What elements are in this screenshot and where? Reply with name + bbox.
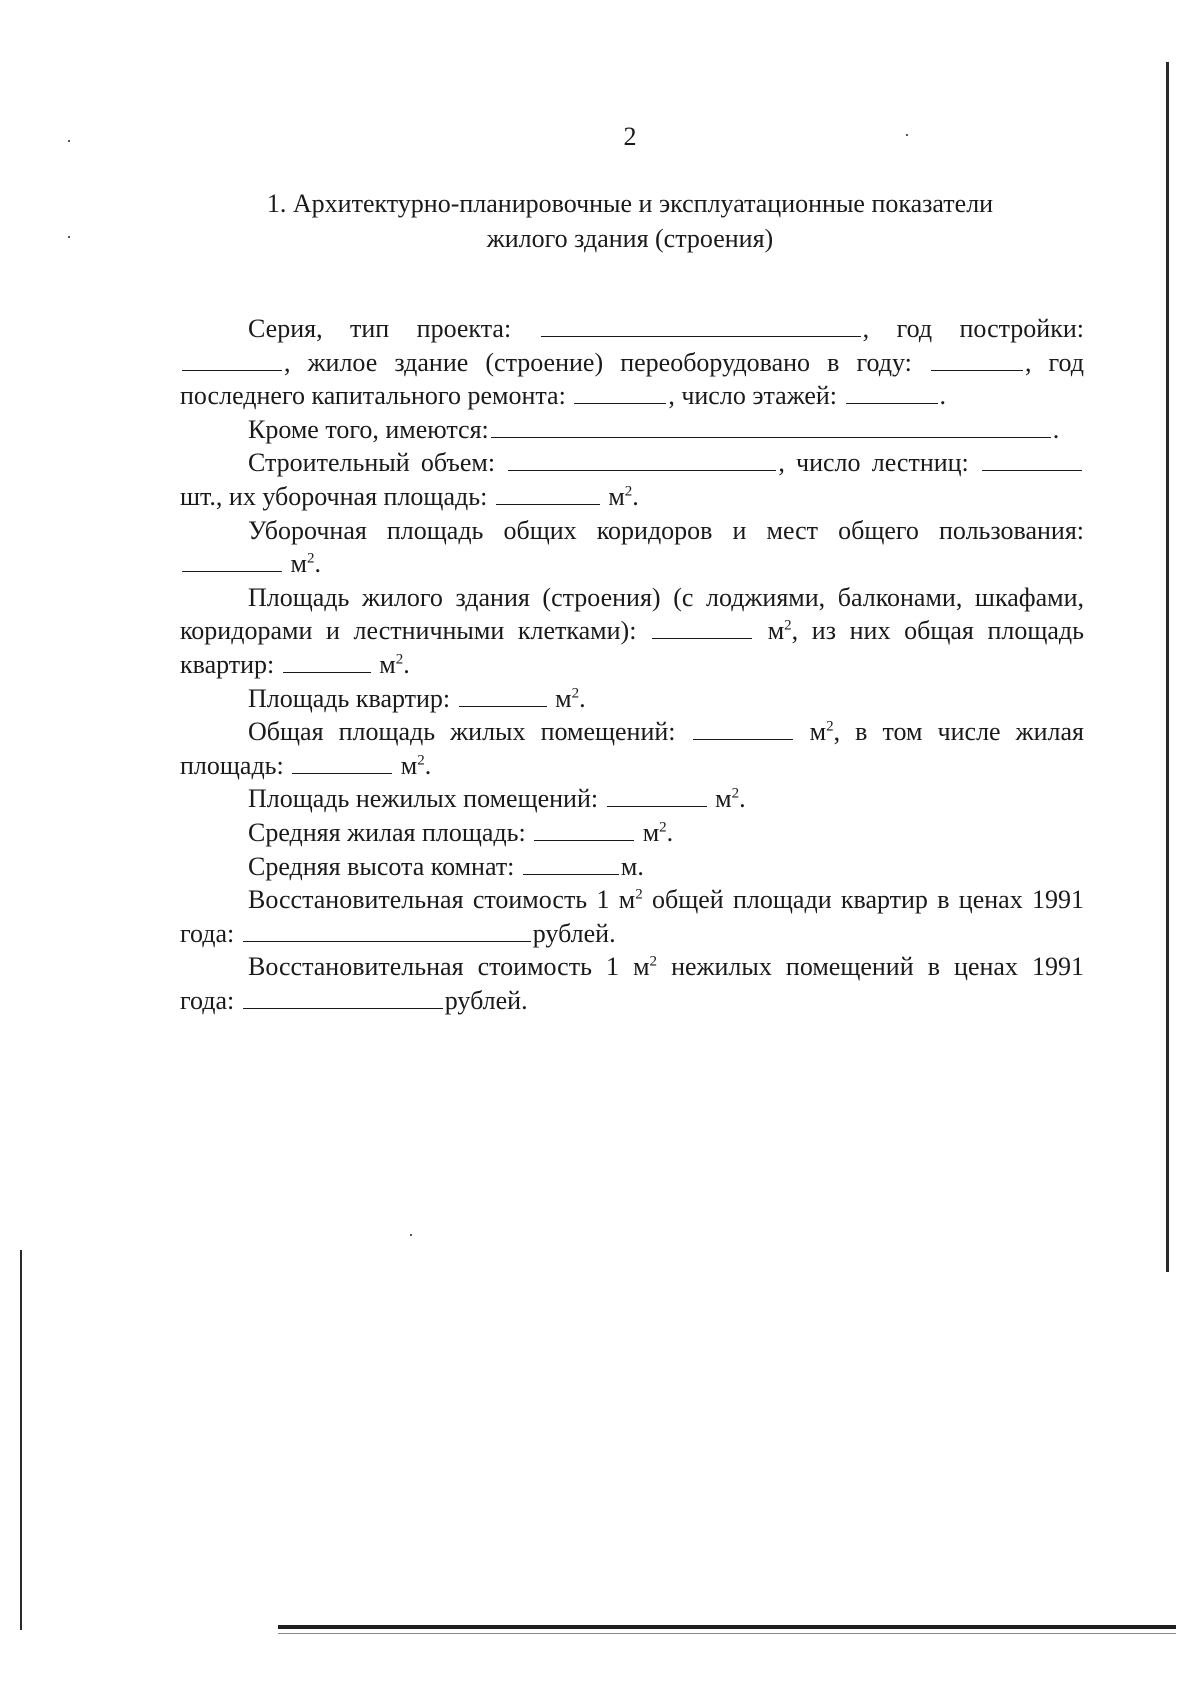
sqm-exponent: 2: [635, 886, 643, 903]
apartments-area-blank[interactable]: [459, 684, 547, 707]
restore-cost-nonliving-blank[interactable]: [243, 986, 443, 1009]
sqm-unit: м: [767, 616, 785, 646]
section-title-line-1: 1. Архитектурно-планировочные и эксплуатационные показатели: [266, 189, 994, 218]
sqm-unit: м: [642, 817, 660, 847]
scan-edge-right: [1166, 62, 1169, 1272]
avg-height-label: Средняя высота комнат:: [248, 851, 515, 881]
build-year-blank[interactable]: [182, 348, 282, 371]
paragraph-living-premises: Общая площадь жилых помещений: $м^2$, в том числе жилая площадь: $м^2$.: [180, 717, 1084, 780]
floors-blank[interactable]: [846, 381, 938, 404]
also-label: Кроме того, имеются:: [248, 414, 489, 444]
restore-cost-apartments-label-b: общей площади квартир в ценах 1991 года:: [180, 885, 1085, 948]
sqm-exponent: 2: [659, 819, 667, 836]
also-blank[interactable]: [491, 415, 1051, 438]
sqm-unit: м: [715, 784, 732, 814]
rubles-label: рублей.: [444, 985, 528, 1015]
sqm-unit: м: [633, 952, 650, 982]
meter-unit: м.: [620, 851, 644, 881]
section-title-line-2: жилого здания (строения): [486, 224, 774, 253]
corridors-blank[interactable]: [182, 549, 282, 572]
living-premises-label: Общая площадь жилых помещений:: [248, 717, 676, 747]
scan-edge-left: [20, 1250, 22, 1630]
apartments-total-blank[interactable]: [283, 650, 371, 673]
restore-cost-nonliving-label-b: нежилых помещений в ценах 1991 года:: [180, 952, 1084, 1015]
sqm-exponent: 2: [826, 718, 834, 735]
series-label: Серия, тип проекта:: [248, 314, 512, 343]
nonliving-blank[interactable]: [607, 784, 707, 807]
apartments-area-label: Площадь квартир:: [248, 683, 451, 713]
nonliving-label: Площадь нежилых помещений:: [248, 784, 599, 814]
living-premises-blank[interactable]: [693, 717, 793, 740]
sqm-unit: м: [608, 481, 625, 511]
avg-height-blank[interactable]: [523, 852, 619, 875]
paragraph-volume: Строительный объем: , число лестниц: шт., их уборочная площадь: $м^2$.: [180, 446, 1084, 513]
sqm-exponent: 2: [306, 550, 315, 567]
paragraph-series: Серия, тип проекта: , год постройки: , жилое здание (строение) переоборудовано в году: , год последнего капитального ремонта: , число этажей: .: [180, 314, 1085, 411]
restore-cost-apartments-label-a: Восстановительная стоимость 1: [248, 885, 610, 915]
sqm-unit: м: [290, 549, 307, 579]
sqm-exponent: 2: [624, 483, 633, 500]
sqm-unit: м: [379, 649, 396, 679]
sqm-unit: м: [809, 717, 827, 747]
sqm-unit: м: [555, 683, 572, 713]
page-number: 2: [623, 122, 637, 151]
paragraph-also: Кроме того, имеются: .: [248, 414, 1060, 444]
building-area-label: Площадь жилого здания (строения) (с лоджиями, балконами, шкафами, коридорами и лестничными клетками):: [180, 582, 1084, 646]
paragraph-apartments-area: Площадь квартир: $м^2$.: [248, 683, 586, 713]
rubles-label: рублей.: [532, 918, 616, 948]
avg-living-label: Средняя жилая площадь:: [248, 817, 526, 847]
sqm-exponent: 2: [417, 752, 425, 769]
build-year-label: , год постройки:: [862, 314, 1084, 343]
scan-edge-bottom-thin: [278, 1633, 1176, 1634]
corridors-label: Уборочная площадь общих коридоров и мест общего пользования:: [248, 515, 1084, 545]
stairs-count-blank[interactable]: [982, 448, 1082, 471]
of-them-label: , из них общая площадь квартир:: [180, 616, 1085, 679]
paragraph-building-area: Площадь жилого здания (строения) (с лоджиями, балконами, шкафами, коридорами и лестничными клетками): $м^2$, из них общая площадь квартир: $м^2$.: [180, 582, 1085, 679]
floors-label: , число этажей:: [668, 381, 837, 411]
scan-speck: [68, 236, 70, 238]
paragraph-restore-cost-nonliving: [180, 950, 1084, 1017]
paragraph-avg-living: Средняя жилая площадь: $м^2$.: [248, 817, 674, 847]
living-area-blank[interactable]: [292, 751, 392, 774]
sqm-exponent: 2: [731, 785, 740, 802]
paragraph-avg-height: [180, 850, 1084, 884]
series-blank[interactable]: [541, 314, 861, 337]
scan-speck: [410, 1234, 412, 1236]
avg-living-blank[interactable]: [534, 818, 634, 841]
scan-edge-bottom: [278, 1625, 1176, 1629]
sqm-exponent: 2: [784, 617, 792, 634]
volume-blank[interactable]: [508, 448, 776, 471]
reequipped-blank[interactable]: [931, 348, 1023, 371]
form-body: [180, 312, 1084, 1017]
incl-living-label: , в том числе жилая площадь:: [180, 717, 1084, 780]
paragraph-corridors: Уборочная площадь общих коридоров и мест общего пользования: $м^2$.: [180, 514, 1084, 581]
building-area-blank[interactable]: [652, 616, 752, 639]
sqm-exponent: 2: [395, 651, 404, 668]
stairs-label: , число лестниц:: [778, 448, 969, 478]
sqm-unit: м: [618, 885, 636, 915]
stairs-unit: шт., их уборочная площадь:: [180, 481, 488, 511]
stairs-area-blank[interactable]: [496, 482, 600, 505]
cap-repair-blank[interactable]: [574, 381, 666, 404]
sqm-exponent: 2: [649, 953, 658, 970]
paragraph-restore-cost-apartments: [180, 883, 1084, 950]
section-title: [180, 186, 1080, 256]
cap-repair-label: , год последнего капитального ремонта:: [180, 347, 1085, 411]
restore-cost-nonliving-label-a: Восстановительная стоимость 1: [248, 952, 619, 982]
sqm-unit: м: [400, 750, 418, 780]
reequipped-label: , жилое здание (строение) переоборудовано в году:: [284, 347, 912, 377]
paragraph-nonliving: Площадь нежилых помещений: $м^2$.: [248, 784, 746, 814]
restore-cost-apartments-blank[interactable]: [243, 919, 531, 942]
volume-label: Строительный объем:: [248, 448, 496, 478]
sqm-exponent: 2: [571, 684, 580, 701]
